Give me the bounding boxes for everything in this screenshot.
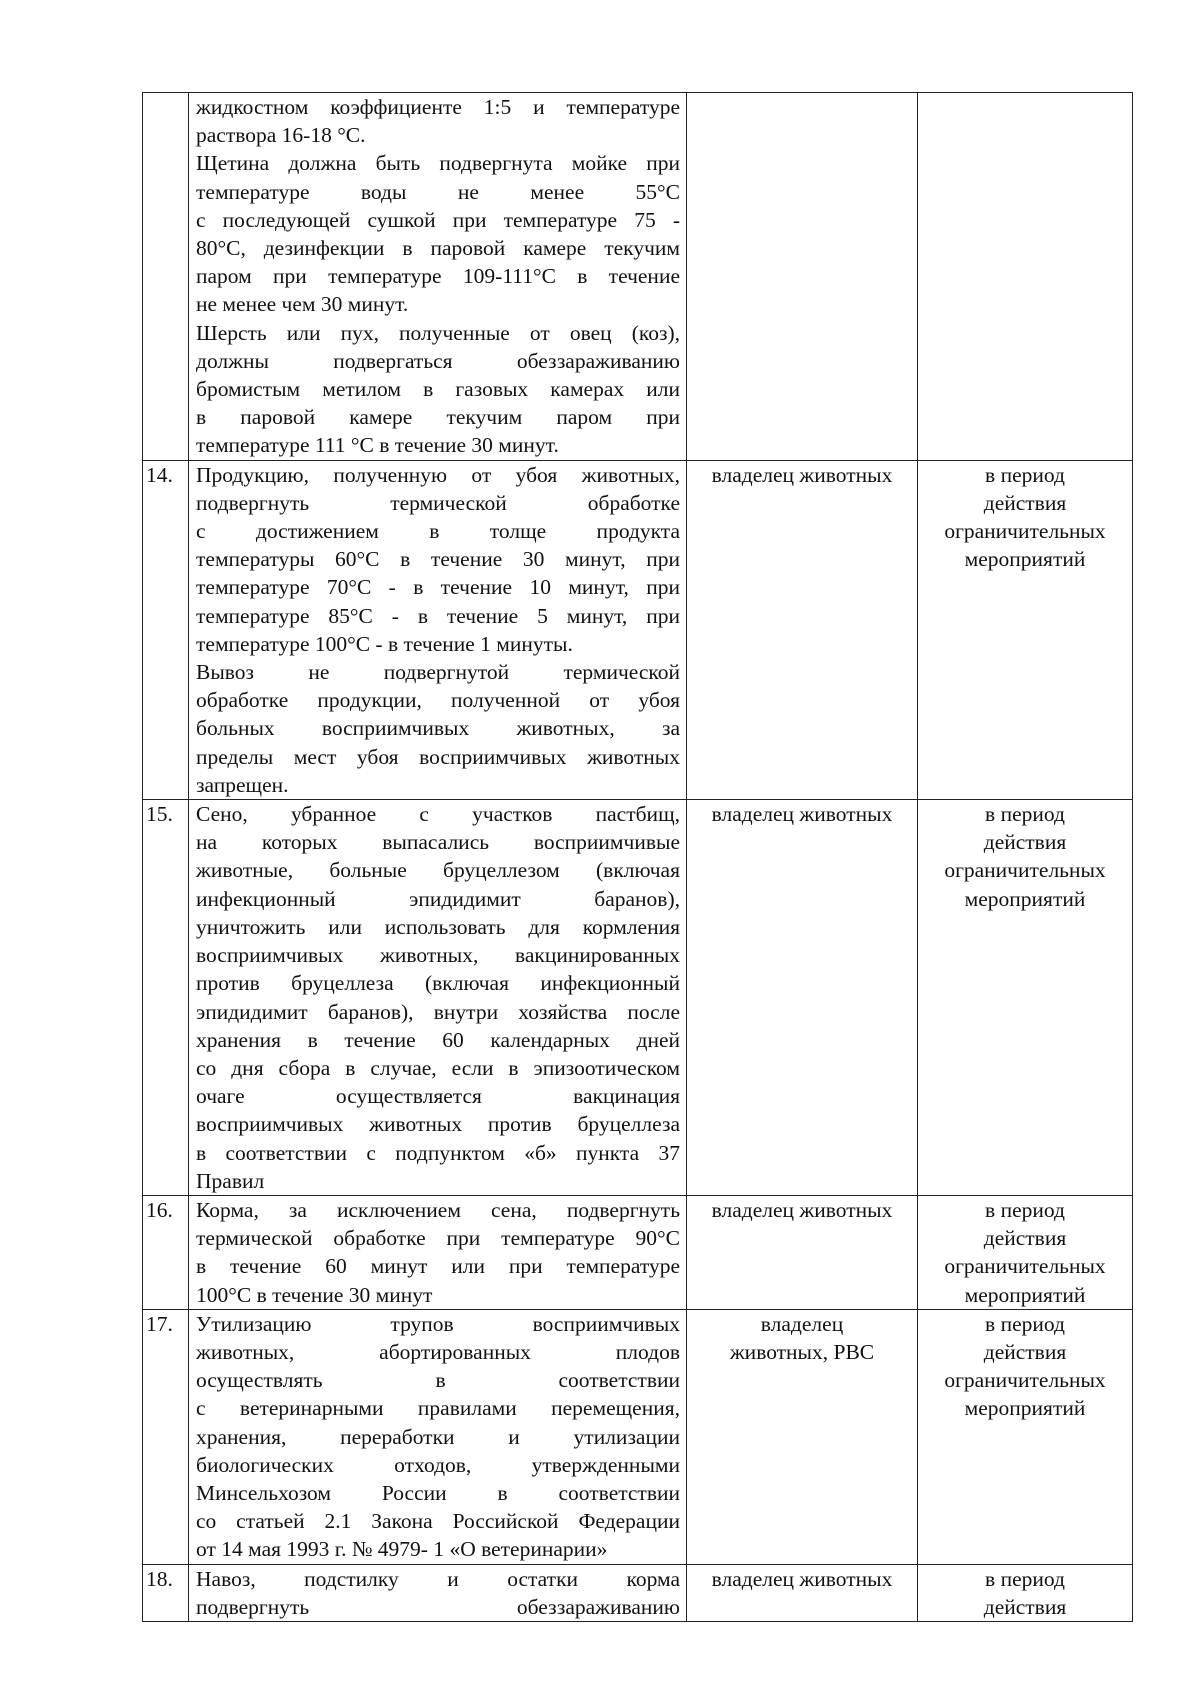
measure-text-line: 80°С, дезинфекции в паровой камере текучим: [196, 236, 680, 261]
measure-text-line: с достижением в толще продукта: [196, 519, 680, 544]
measure-text-line: паром при температуре 109-111°С в течение: [196, 264, 680, 289]
deadline-line: действия: [983, 1339, 1067, 1364]
measure-text-line: жидкостном коэффициенте 1:5 и температуре: [196, 95, 680, 119]
measure-text-line: в паровой камере текучим паром при: [196, 405, 680, 430]
responsible-party: [687, 1195, 918, 1309]
table-row: [143, 1309, 1133, 1564]
deadline-line: ограничительных: [944, 519, 1106, 544]
measure-text-line: подвергнуть термической обработке: [196, 490, 680, 515]
responsible-party: [687, 1564, 918, 1621]
deadline-line: в период: [985, 1311, 1065, 1336]
deadline-line: в период: [985, 802, 1065, 827]
measure-text-line: Минсельхозом России в соответствии: [196, 1480, 680, 1505]
responsible-party: [687, 460, 918, 799]
deadline-line: мероприятий: [964, 547, 1086, 572]
measure-text-line: температуре 100°С - в течение 1 минуты.: [196, 631, 573, 656]
responsible-party: [687, 93, 918, 461]
deadline: [918, 800, 1133, 1196]
measure-text: [189, 800, 687, 1196]
measure-text: [189, 1564, 687, 1621]
responsible-party-line: владелец животных: [711, 1197, 893, 1222]
table-row: [143, 1195, 1133, 1309]
measure-text-line: Вывоз не подвергнутой термической: [196, 660, 680, 685]
measure-text-line: восприимчивых животных против бруцеллеза: [196, 1112, 680, 1137]
measure-text-line: на которых выпасались восприимчивые: [196, 830, 680, 855]
deadline: [918, 1309, 1133, 1564]
measure-text-line: температуры 60°С в течение 30 минут, при: [196, 547, 680, 572]
measure-text-line: с ветеринарными правилами перемещения,: [196, 1396, 680, 1421]
measure-text-line: бромистым метилом в газовых камерах или: [196, 377, 680, 402]
measure-text-line: животные, больные бруцеллезом (включая: [196, 858, 680, 883]
table-row: [143, 800, 1133, 1196]
measure-text-line: Правил: [196, 1168, 265, 1193]
table-row: [143, 1564, 1133, 1621]
measure-text-line: от 14 мая 1993 г. № 4979- 1 «О ветеринарии»: [196, 1537, 608, 1562]
responsible-party: [687, 800, 918, 1196]
measure-text-line: уничтожить или использовать для кормления: [196, 914, 680, 939]
measure-text-line: температуре 85°С - в течение 5 минут, при: [196, 603, 680, 628]
measure-text-line: Корма, за исключением сена, подвергнуть: [196, 1197, 680, 1222]
deadline-line: действия: [983, 1226, 1067, 1251]
row-number: 15.: [143, 800, 189, 1196]
table-row: [143, 460, 1133, 799]
measure-text-line: хранения в течение 60 календарных дней: [196, 1027, 680, 1052]
measure-text-line: температуре 70°С - в течение 10 минут, при: [196, 575, 680, 600]
measure-text-line: 100°С в течение 30 минут: [196, 1282, 433, 1307]
table-row: [143, 93, 1133, 461]
deadline-line: в период: [985, 462, 1065, 487]
measure-text-line: запрещен.: [196, 772, 289, 797]
row-number: 14.: [143, 460, 189, 799]
deadline-line: действия: [983, 1594, 1067, 1619]
deadline: [918, 1195, 1133, 1309]
deadline-line: мероприятий: [964, 886, 1086, 911]
responsible-party-line: владелец: [760, 1311, 844, 1336]
measure-text-line: Щетина должна быть подвергнута мойке при: [196, 151, 680, 176]
deadline-line: в период: [985, 1566, 1065, 1591]
deadline-line: в период: [985, 1197, 1065, 1222]
measure-text-line: Шерсть или пух, полученные от овец (коз),: [196, 320, 680, 345]
deadline-line: действия: [983, 830, 1067, 855]
row-number: [143, 93, 189, 461]
row-number: 16.: [143, 1195, 189, 1309]
measure-text: [189, 93, 687, 461]
table-body: [143, 93, 1133, 1622]
measure-text-line: хранения, переработки и утилизации: [196, 1424, 680, 1449]
deadline-line: ограничительных: [944, 1368, 1106, 1393]
measure-text-line: эпидидимит баранов), внутри хозяйства после: [196, 999, 680, 1024]
measure-text-line: осуществлять в соответствии: [196, 1368, 680, 1393]
measure-text-line: термической обработке при температуре 90°С: [196, 1226, 680, 1251]
measure-text-line: температуре воды не менее 55°С: [196, 179, 680, 204]
measure-text-line: инфекционный эпидидимит баранов),: [196, 886, 680, 911]
deadline: [918, 93, 1133, 461]
measure-text: [189, 1309, 687, 1564]
deadline-line: ограничительных: [944, 858, 1106, 883]
measure-text-line: животных, абортированных плодов: [196, 1339, 680, 1364]
measure-text-line: биологических отходов, утвержденными: [196, 1452, 680, 1477]
responsible-party-line: владелец животных: [711, 462, 893, 487]
measure-text-line: Навоз, подстилку и остатки корма: [196, 1566, 680, 1591]
measure-text-line: больных восприимчивых животных, за: [196, 716, 680, 741]
deadline-line: мероприятий: [964, 1396, 1086, 1421]
measure-text-line: не менее чем 30 минут.: [196, 292, 409, 317]
deadline-line: мероприятий: [964, 1282, 1086, 1307]
measure-text-line: температуре 111 °С в течение 30 минут.: [196, 433, 559, 458]
measure-text-line: со статьей 2.1 Закона Российской Федерации: [196, 1509, 680, 1534]
measure-text-line: в течение 60 минут или при температуре: [196, 1254, 680, 1279]
measure-text-line: раствора 16-18 °С.: [196, 123, 366, 148]
measure-text-line: в соответствии с подпунктом «б» пункта 37: [196, 1140, 680, 1165]
responsible-party-line: владелец животных: [711, 1566, 893, 1591]
measure-text-line: Сено, убранное с участков пастбищ,: [196, 802, 680, 827]
responsible-party-line: животных, РВС: [729, 1339, 875, 1364]
measure-text-line: Продукцию, полученную от убоя животных,: [196, 462, 680, 487]
measure-text-line: обработке продукции, полученной от убоя: [196, 688, 680, 713]
measure-text-line: восприимчивых животных, вакцинированных: [196, 943, 680, 968]
measure-text-line: должны подвергаться обеззараживанию: [196, 348, 680, 373]
row-number: 18.: [143, 1564, 189, 1621]
measure-text-line: с последующей сушкой при температуре 75 -: [196, 207, 680, 232]
deadline: [918, 1564, 1133, 1621]
responsible-party: [687, 1309, 918, 1564]
measure-text: [189, 460, 687, 799]
measure-text: [189, 1195, 687, 1309]
measure-text-line: подвергнуть обеззараживанию: [196, 1594, 680, 1619]
measure-text-line: Утилизацию трупов восприимчивых: [196, 1311, 680, 1336]
responsible-party-line: владелец животных: [711, 802, 893, 827]
deadline: [918, 460, 1133, 799]
row-number: 17.: [143, 1309, 189, 1564]
deadline-line: ограничительных: [944, 1254, 1106, 1279]
measures-table: [142, 92, 1133, 1622]
measure-text-line: против бруцеллеза (включая инфекционный: [196, 971, 680, 996]
measure-text-line: со дня сбора в случае, если в эпизоотическом: [196, 1055, 680, 1080]
deadline-line: действия: [983, 490, 1067, 515]
measure-text-line: пределы мест убоя восприимчивых животных: [196, 744, 680, 769]
measure-text-line: очаге осуществляется вакцинация: [196, 1084, 680, 1109]
